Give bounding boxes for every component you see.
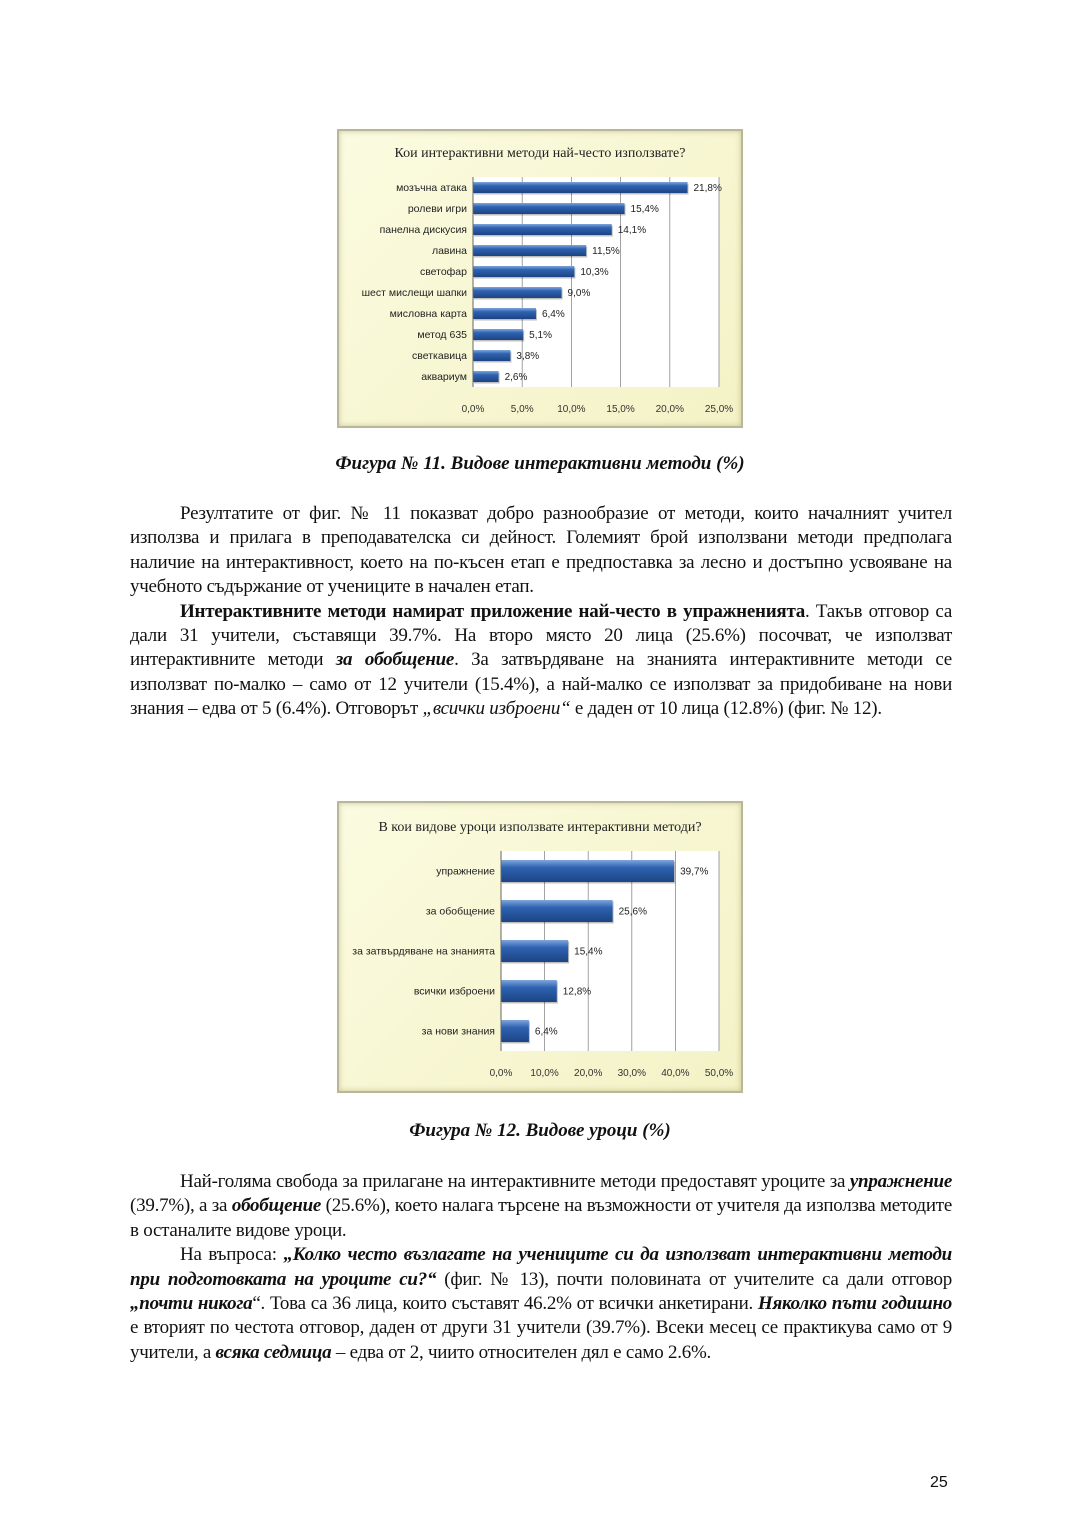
text-run: (39.7%), а за [130,1195,232,1217]
bar [501,940,568,962]
data-label: 15,4% [574,946,603,958]
text-run: (25.6%), което налага търсене на възможности от учителя да използва методите в останалите видове уроци. [130,1195,953,1241]
emphasized-text: „всички изброени“ [422,698,571,720]
category-label: светофар [419,266,467,278]
emphasized-text: упражнение [849,1171,952,1192]
figure-12-caption: Фигура № 12. Видове уроци (%) [409,1120,671,1141]
text-run: . За затвърдяване на знанията интерактивните методи се използват по-малко – само от 12 учители (15.4%), а най-малко се използват за придобиване на нови знания – едва от 5 (6.4%). Отговорът [130,649,952,720]
category-label: за затвърдяване на знанията [352,945,495,958]
bar [473,266,574,277]
chart-lesson-types [337,801,743,1093]
bar [473,350,510,361]
text-run: Резултатите от фиг. № 11 показват добро разнообразие от методи, които началният учител използва и прилага в преподавателска си дейност. Големият брой използвани методи предполага наличие на интерактивност, което на по-късен етап е предпоставка за лесно и достъпно усвояване на учебното съдържание от учениците в начален етап. [130,503,952,598]
category-label: за обобщение [425,905,495,918]
category-label: мисловна карта [389,308,467,320]
chart-title: Кои интерактивни методи най-често използвате? [394,146,686,161]
x-tick-label: 0,0% [489,1068,513,1079]
x-tick-label: 15,0% [606,404,635,415]
bar [473,245,586,256]
category-label: метод 635 [417,329,467,341]
data-label: 9,0% [567,288,591,299]
x-tick-label: 50,0% [704,1068,734,1079]
paragraph-2 [130,600,952,722]
x-tick-label: 5,0% [510,404,534,415]
x-tick-label: 20,0% [655,404,684,415]
chart-interactive-methods [337,129,743,428]
category-label: всички изброени [413,985,495,998]
x-tick-label: 25,0% [704,404,734,415]
paragraph-1 [130,502,952,600]
x-tick-label: 20,0% [574,1068,603,1079]
text-run: “. Това са 36 лица, които съставят 46.2% от всички анкетирани. [252,1293,758,1315]
bar [473,371,499,382]
bar [473,308,536,319]
emphasized-text: всяка седмица [215,1341,332,1363]
data-label: 21,8% [693,183,722,194]
data-label: 25,6% [618,906,647,918]
bar [473,182,688,193]
x-tick-label: 10,0% [530,1068,559,1079]
text-run: – едва от 2, чиито относителен дял е само 2.6%. [331,1341,712,1363]
bar [501,1020,529,1042]
category-label: за нови знания [421,1025,495,1038]
x-tick-label: 40,0% [661,1068,690,1079]
paragraph-block-1 [130,502,952,722]
data-label: 6,4% [534,1026,558,1038]
text-run: (фиг. № 13), почти половината от учителите са дали отговор [436,1268,953,1290]
bar [473,329,523,340]
text-run: Най-голяма свобода за прилагане на интерактивните методи предоставят уроците за [180,1171,850,1192]
category-label: ролеви игри [407,203,467,215]
paragraph-4 [130,1243,952,1365]
x-tick-label: 10,0% [557,404,586,415]
emphasized-text: „Колко често възлагате на учениците си да използват интерактивни методи при подготовката на уроците си?“ [130,1244,952,1290]
paragraph-block-2 [130,1170,952,1365]
bar [501,980,557,1002]
bar [473,203,625,214]
data-label: 5,1% [529,330,552,341]
x-tick-label: 0,0% [461,404,485,415]
category-label: упражнение [436,865,495,878]
emphasized-text: обобщение [231,1195,322,1217]
data-label: 10,3% [580,267,609,278]
chart-title: В кои видове уроци използвате интерактивни методи? [378,820,702,835]
text-run: На въпроса: [180,1244,284,1266]
data-label: 39,7% [680,866,709,878]
data-label: 3,8% [516,351,540,362]
bar [501,900,613,922]
data-label: 12,8% [562,986,592,998]
category-label: светкавица [412,350,467,362]
bar [501,860,674,882]
data-label: 14,1% [617,225,647,236]
emphasized-text: Няколко пъти годишно [757,1293,952,1315]
category-label: панелна дискусия [379,224,467,236]
bar [473,224,612,235]
page-number: 25 [930,1474,948,1491]
text-run: . Такъв отговор са дали 31 учители, съставящи 39.7%. На второ място 20 лица (25.6%) посочват, че използват интерактивните методи [130,600,952,671]
category-label: лавина [431,245,467,257]
data-label: 6,4% [541,309,565,320]
category-label: мозъчна атака [396,182,467,194]
category-label: шест мислещи шапки [361,287,467,299]
emphasized-text: Интерактивните методи намират приложение най-често в упражненията [180,600,806,622]
text-run: е даден от 10 лица (12.8%) (фиг. № 12). [570,698,882,720]
data-label: 11,5% [592,246,620,257]
data-label: 15,4% [630,204,659,215]
emphasized-text: за обобщение [335,649,455,671]
x-tick-label: 30,0% [617,1068,646,1079]
figure-11-caption: Фигура № 11. Видове интерактивни методи (%) [335,453,745,474]
paragraph-3 [130,1170,952,1243]
data-label: 2,6% [504,372,528,383]
bar [473,287,562,298]
chart-interactive-methods-svg [339,131,741,426]
category-label: аквариум [421,371,467,383]
chart-lesson-types-svg [339,803,741,1091]
text-run: е вторият по честота отговор, даден от други 31 учители (39.7%). Всеки месец се практикува само от 9 учители, а [130,1317,952,1363]
emphasized-text: „почти никога [130,1293,253,1315]
